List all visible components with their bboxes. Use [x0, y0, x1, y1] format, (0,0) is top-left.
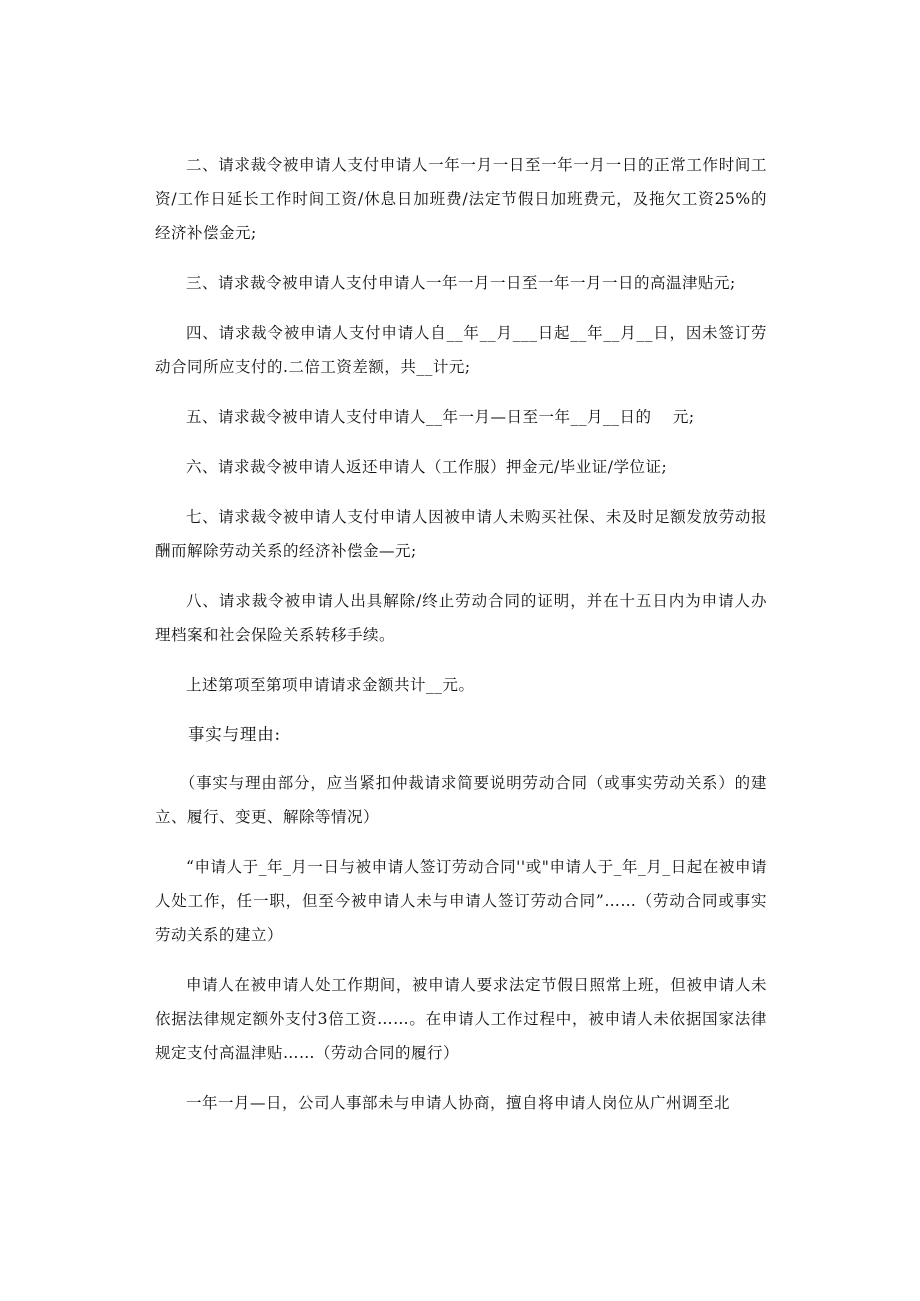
- facts-example-change: 一年一月—日，公司人事部未与申请人协商，擅自将申请人岗位从广州调至北: [186, 1094, 731, 1112]
- claim-5-paragraph: 五、请求裁令被申请人支付申请人__年一月—日至一年__月__日的 元;: [186, 408, 695, 426]
- facts-heading: 事实与理由:: [188, 725, 281, 744]
- claim-6-paragraph: 六、请求裁令被申请人返还申请人（工作服）押金元/毕业证/学位证;: [186, 458, 668, 476]
- claim-8-paragraph: 八、请求裁令被申请人出具解除/终止劳动合同的证明，并在十五日内为申请人办理档案和社会保险关系转移手续。: [155, 592, 767, 644]
- claim-total-paragraph: 上述第项至第项申请请求金额共计__元。: [186, 676, 475, 694]
- claim-3-paragraph: 三、请求裁令被申请人支付申请人一年一月一日至一年一月一日的高温津贴元;: [186, 274, 736, 292]
- claim-7-paragraph: 七、请求裁令被申请人支付申请人因被申请人未购买社保、未及时足额发放劳动报酬而解除劳动关系的经济补偿金—元;: [155, 508, 767, 560]
- facts-example-performance: 申请人在被申请人处工作期间，被申请人要求法定节假日照常上班，但被申请人未依据法律规定额外支付3倍工资……。在申请人工作过程中，被申请人未依据国家法律规定支付高温津贴……（劳动合同的履行）: [155, 976, 767, 1062]
- claim-2-paragraph: 二、请求裁令被申请人支付申请人一年一月一日至一年一月一日的正常工作时间工资/工作日延长工作时间工资/休息日加班费/法定节假日加班费元，及拖欠工资25%的经济补偿金元;: [155, 156, 767, 242]
- claim-4-paragraph: 四、请求裁令被申请人支付申请人自__年__月___日起__年__月__日，因未签订劳动合同所应支付的.二倍工资差额，共__计元;: [155, 324, 767, 376]
- facts-note: （事实与理由部分，应当紧扣仲裁请求简要说明劳动合同（或事实劳动关系）的建立、履行、变更、解除等情况）: [155, 774, 767, 826]
- document-page: [155, 148, 767, 1136]
- facts-example-establishment: “申请人于_年_月一日与被申请人签订劳动合同''或"申请人于_年_月_日起在被申请人处工作，任一职，但至今被申请人未与申请人签订劳动合同”……（劳动合同或事实劳动关系的建立）: [155, 858, 767, 944]
